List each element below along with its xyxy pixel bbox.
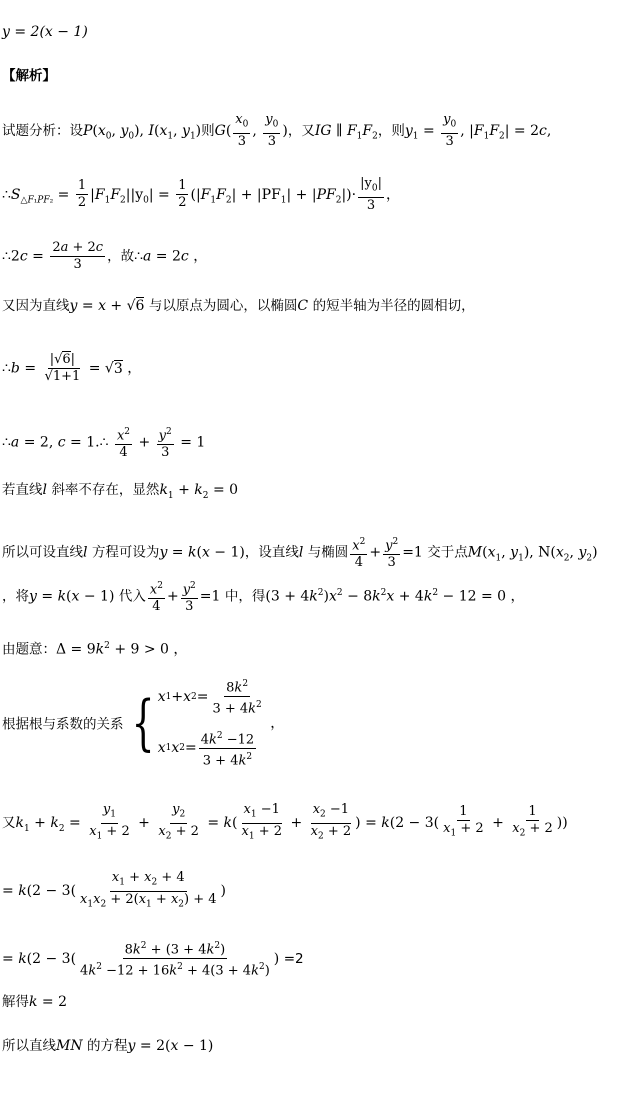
analysis-line-12: 又$k_1 + k_2$ = $\frac{y_1}{x_1 + 2}$ + $\frac{y_2}{x_2 + 2}$ = k( $\frac{x_1 -1}{x_1 + 2}$ + $\frac{x_2 -1}{x_2 + 2}$ ) = k(2 − 3( $\frac{1}{x_1 + 2}$ + $\frac{1}{x_2 + 2}$ )) (2, 802, 568, 842)
vieta-system: { x 1 + x 2 = $\frac{8k^2}{3 + 4k^2}$ x 1 x 2 = $\frac{4k^2 -12}{3 + 4k^2}$ (124, 676, 266, 769)
analysis-line-3: ∴2c = $\frac{2a + 2c}{3}$ ，故∴a = 2c ， (2, 240, 208, 272)
analysis-line-9: ，将y = k(x − 1) 代入 $\frac{x^2}{4}$ + $\frac{y^2}{3}$ =1 中，得$(3 + 4k^2)x^2 - 8k^2x + 4k^2 - 12 = 0$ ， (2, 578, 525, 615)
analysis-line-13: = k(2 − 3( $\frac{x_1 + x_2 + 4}{x_1x_2 + 2(x_1 + x_2) + 4}$ ) (2, 870, 226, 910)
section-title: 【解析】 (2, 68, 56, 84)
analysis-line-2: $\therefore S_{\triangle F_1PF_2}$ = $\frac{1}{2}$ $|F_1F_2||y_0|$ = $\frac{1}{2}$ $(|F_1F_2| + |PF_1| + |PF_2|)\cdot$ $\frac{|y_0|}{3}$ ， (2, 176, 400, 213)
analysis-line-14: = k(2 − 3( $\frac{8k^2 + (3 + 4k^2)}{4k^2 -12 + 16k^2 + 4(3 + 4k^2)}$ ) =2 (2, 938, 304, 980)
analysis-line-11: 根据根与系数的关系 { x 1 + x 2 = $\frac{8k^2}{3 + 4k^2}$ x 1 x 2 = $\frac{4k^2 -12}{3 + 4k^2}$ ， (2, 676, 284, 769)
analysis-line-8: 所以可设直线l 方程可设为y = k(x − 1)，设直线l 与椭圆 $\frac{x^2}{4}$ + $\frac{y^2}{3}$ =1 交于点$M(x_1$, $y_1$), $N(x_2$, $y_2$) (2, 534, 598, 571)
answer-line: y = 2(x − 1) (2, 24, 88, 40)
analysis-line-1: 试题分析：设$P(x_0$, $y_0$), $I(x_1$, $y_1$)则G( $\frac{x_0}{3}$ , $\frac{y_0}{3}$ )，又IG ∥ $F_1F_2$，则$y_1$ = $\frac{y_0}{3}$ , $|F_1F_2| = 2c$, (2, 112, 552, 149)
analysis-line-4: 又因为直线y = x + √6 与以原点为圆心，以椭圆C 的短半轴为半径的圆相切， (2, 298, 475, 314)
analysis-line-5: ∴b = $\frac{|√6|}{√1+1}$ = √3 ， (2, 352, 142, 384)
analysis-line-7: 若直线l 斜率不存在，显然$k_1 + k_2 = 0$ (2, 482, 239, 501)
analysis-line-10: 由题意：$\Delta = 9k^2 + 9 > 0$ ， (2, 641, 188, 658)
analysis-line-15: 解得k = 2 (2, 994, 68, 1010)
analysis-line-16: 所以直线MN 的方程y = 2(x − 1) (2, 1038, 214, 1054)
analysis-line-6: ∴a = 2, c = 1.∴ $\frac{x^2}{4}$ + $\frac{y^2}{3}$ = 1 (2, 424, 205, 461)
